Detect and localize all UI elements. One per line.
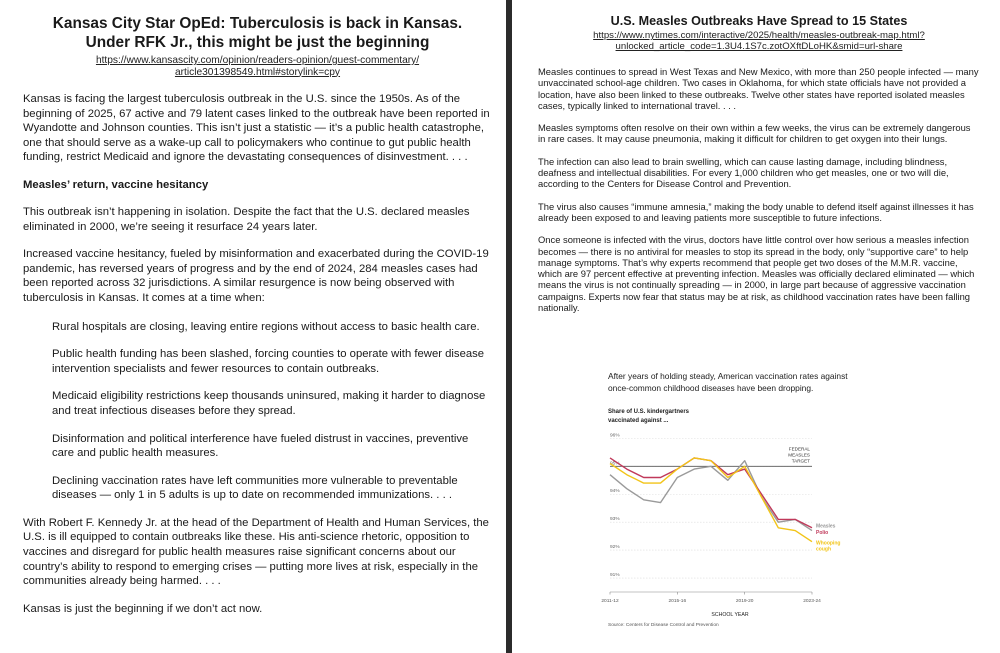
chart-ylabel-line-2: vaccinated against ... bbox=[608, 418, 669, 424]
left-title-line-2: Under RFK Jr., this might be just the beginning bbox=[85, 34, 430, 51]
series-label: Polio bbox=[816, 529, 829, 536]
vaccination-rate-chart bbox=[590, 360, 870, 630]
right-paragraph-1: Measles continues to spread in West Texas and New Mexico, with more than 250 people infected — many unvaccinated school-age children. Two cases in Oklahoma, for which state officials have not provided a location, have also been linked to these outbreaks. Twelve other states have reported isolated measles cases, typically linked to international travel. . . . bbox=[538, 66, 979, 111]
y-tick-label: 93% bbox=[610, 517, 620, 523]
left-intro-paragraph: Kansas is facing the largest tuberculosis outbreak in the U.S. since the 1950s. As of the beginning of 2025, 67 active and 79 latent cases linked to the outbreak have been reported in Wyandotte and Johnson counties. This isn’t just a statistic — it’s a public health catastrophe, one that should serve as a wake-up call to policymakers who continue to gut public health funding, restrict Medicaid and ignore the devastating consequences of disinvestment. . . . bbox=[23, 93, 490, 164]
bullet-item: Public health funding has been slashed, forcing counties to operate with fewer disease intervention specialists and fewer resources to contain outbreaks. bbox=[52, 348, 485, 375]
x-tick-label: 2023-24 bbox=[803, 599, 821, 604]
target-label: TARGET bbox=[791, 458, 810, 464]
y-tick-label: 96% bbox=[610, 433, 620, 439]
series-label: Whooping bbox=[816, 540, 841, 547]
y-tick-label: 91% bbox=[610, 573, 620, 579]
x-tick-label: 2011-12 bbox=[601, 599, 619, 604]
y-tick-label: 94% bbox=[610, 489, 620, 495]
chart-ylabel-line-1: Share of U.S. kindergartners bbox=[608, 409, 690, 415]
right-paragraph-3: The infection can also lead to brain swelling, which can cause lasting damage, including blindness, deafness and intellectual disabilities. For every 1,000 children who get measles, one or two will die, according to the Centers for Disease Control and Prevention. bbox=[538, 155, 949, 190]
target-label: MEASLES bbox=[788, 452, 810, 458]
bullet-item: Disinformation and political interference have fueled distrust in vaccines, preventive care and public health measures. bbox=[52, 432, 469, 460]
series-line-measles bbox=[610, 461, 812, 531]
left-closing-line: Kansas is just the beginning if we don’t act now. bbox=[23, 602, 263, 615]
left-subheading: Measles’ return, vaccine hesitancy bbox=[23, 178, 209, 191]
right-paragraph-4: The virus also causes “immune amnesia,” making the body unable to defend itself against illnesses it has already been exposed to and leaving patients more susceptible to future infections. bbox=[538, 200, 974, 223]
x-tick-label: 2019-20 bbox=[735, 599, 754, 604]
series-line-polio bbox=[610, 458, 812, 528]
chart-xlabel: SCHOOL YEAR bbox=[711, 612, 749, 618]
series-line-whooping-cough bbox=[610, 458, 812, 542]
right-source-link-1[interactable]: https://www.nytimes.com/interactive/2025/health/measles-outbreak-map.html? bbox=[593, 30, 925, 41]
right-document-page bbox=[512, 0, 1000, 653]
left-source-link-1[interactable]: https://www.kansascity.com/opinion/readers-opinion/guest-commentary/ bbox=[95, 55, 420, 66]
left-paragraph-2: Increased vaccine hesitancy, fueled by misinformation and exacerbated during the COVID-19 pandemic, has reversed years of progress and by the end of 2024, 284 measles cases had been reported across 32 jurisdictions. A similar resurgence is now being observed with tuberculosis in Kansas. It comes at a time when: bbox=[23, 248, 489, 304]
chart-svg bbox=[590, 360, 870, 630]
bullet-item: Medicaid eligibility restrictions keep thousands uninsured, making it harder to diagnose and treat infectious diseases before they spread. bbox=[52, 390, 486, 417]
series-label: Measles bbox=[816, 523, 836, 530]
y-tick-label: 92% bbox=[610, 545, 620, 551]
chart-source: Source: Centers for Disease Control and Prevention bbox=[608, 623, 719, 628]
left-paragraph-3: With Robert F. Kennedy Jr. at the head of the Department of Health and Human Services, the U.S. is ill equipped to contain outbreaks like these. His anti-science rhetoric, opposition to vaccines and disregard for public health measures raise significant concerns about our country’s ability to respond to emerging crises — putting more lives at risk, especially in the communities already being harmed. . . . bbox=[23, 516, 489, 588]
chart-title-line-2: once-common childhood diseases have been dropping. bbox=[608, 383, 814, 393]
y-tick-label: 95% bbox=[610, 461, 620, 467]
right-title: U.S. Measles Outbreaks Have Spread to 15 States bbox=[610, 14, 908, 28]
right-paragraph-2: Measles symptoms often resolve on their own within a few weeks, the virus can be extremely dangerous in rare cases. It may cause pneumonia, making it difficult for children to get oxygen into their lungs. bbox=[538, 122, 971, 145]
bullet-item: Declining vaccination rates have left communities more vulnerable to preventable diseases — only 1 in 5 adults is up to date on recommended immunizations. . . . bbox=[52, 474, 458, 502]
target-label: FEDERAL bbox=[788, 446, 810, 452]
bullet-item: Rural hospitals are closing, leaving entire regions without access to basic health care. bbox=[52, 320, 480, 333]
chart-title-line-1: After years of holding steady, American vaccination rates against bbox=[608, 371, 848, 381]
left-title-line-1: Kansas City Star OpEd: Tuberculosis is back in Kansas. bbox=[52, 15, 463, 32]
left-paragraph-1: This outbreak isn’t happening in isolation. Despite the fact that the U.S. declared measles eliminated in 2000, we’re seeing it resurface 24 years later. bbox=[23, 205, 470, 233]
right-paragraph-5: Once someone is infected with the virus, doctors have little control over how serious a measles infection becomes — there is no antiviral for measles to stop its spread in the body, only “supportive care” to help manage symptoms. That’s why experts recommend that people get two doses of the M.M.R. vaccine, which are 97 percent effective at preventing infection. Measles was officially declared eliminated — which means the virus is not continually spreading — in 2000, in large part because of aggressive vaccination campaigns. Experts now fear that status may be at risk, as childhood vaccination rates have been falling nationally. bbox=[538, 234, 975, 314]
right-source-link-2[interactable]: unlocked_article_code=1.3U4.1S7c.zotOXftDLoHK&smid=url-share bbox=[615, 41, 903, 52]
x-tick-label: 2015-16 bbox=[668, 599, 687, 604]
series-label: cough bbox=[816, 546, 831, 553]
left-source-link-2[interactable]: article301398549.html#storylink=cpy bbox=[174, 66, 341, 78]
